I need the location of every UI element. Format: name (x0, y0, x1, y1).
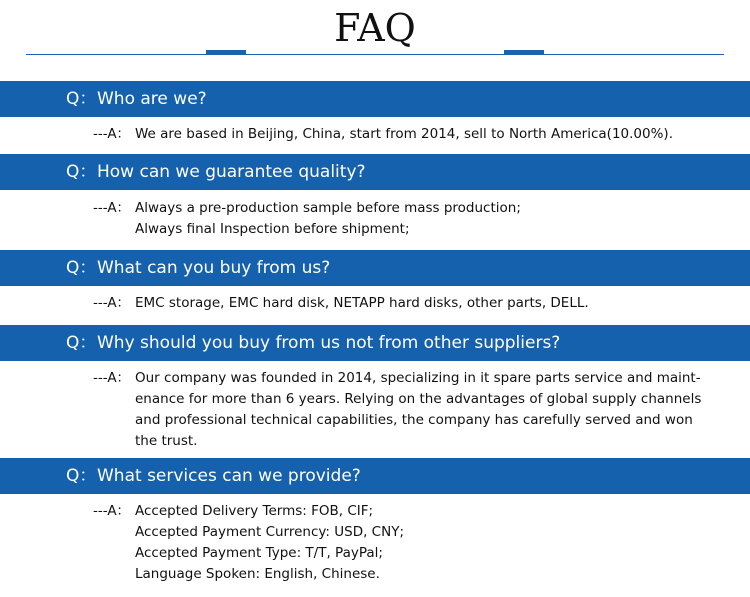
question-text: Who are we? (97, 89, 207, 109)
faq-answer (93, 293, 713, 314)
answer-line: the trust. (135, 433, 198, 449)
answer-prefix: ---A： (93, 295, 131, 311)
answer-line: Accepted Delivery Terms: FOB, CIF; (135, 503, 374, 519)
answer-line: Our company was founded in 2014, specializing in it spare parts service and maint- (135, 370, 701, 386)
faq-answer (93, 501, 713, 585)
divider-accent-right (504, 50, 544, 55)
answer-line: EMC storage, EMC hard disk, NETAPP hard disks, other parts, DELL. (135, 295, 589, 311)
question-prefix: Q： (66, 466, 97, 486)
faq-question-bar (0, 81, 750, 117)
faq-question-bar (0, 458, 750, 494)
title-divider (26, 54, 724, 55)
question-text: What services can we provide? (97, 466, 361, 486)
faq-question-bar (0, 325, 750, 361)
question-text: Why should you buy from us not from other suppliers? (97, 333, 561, 353)
question-prefix: Q： (66, 333, 97, 353)
answer-line: We are based in Beijing, China, start from 2014, sell to North America(10.00%). (135, 126, 673, 142)
question-prefix: Q： (66, 89, 97, 109)
answer-line: Accepted Payment Currency: USD, CNY; (135, 524, 404, 540)
answer-prefix: ---A： (93, 126, 131, 142)
answer-line: Always final Inspection before shipment; (135, 221, 410, 237)
answer-line: and professional technical capabilities, the company has carefully served and won (135, 412, 693, 428)
question-text: What can you buy from us? (97, 258, 331, 278)
faq-answer (93, 124, 713, 145)
page-title: FAQ (334, 6, 416, 50)
answer-line: Language Spoken: English, Chinese. (135, 566, 380, 582)
answer-prefix: ---A： (93, 503, 131, 519)
answer-prefix: ---A： (93, 370, 131, 386)
answer-line: Always a pre-production sample before mass production; (135, 200, 521, 216)
answer-line: Accepted Payment Type: T/T, PayPal; (135, 545, 383, 561)
faq-question-bar (0, 154, 750, 190)
faq-answer (93, 198, 713, 240)
question-prefix: Q： (66, 258, 97, 278)
answer-line: enance for more than 6 years. Relying on the advantages of global supply channels (135, 391, 702, 407)
question-text: How can we guarantee quality? (97, 162, 366, 182)
question-prefix: Q： (66, 162, 97, 182)
faq-answer (93, 368, 713, 452)
faq-header (0, 0, 750, 80)
divider-accent-left (206, 50, 246, 55)
faq-question-bar (0, 250, 750, 286)
answer-prefix: ---A： (93, 200, 131, 216)
